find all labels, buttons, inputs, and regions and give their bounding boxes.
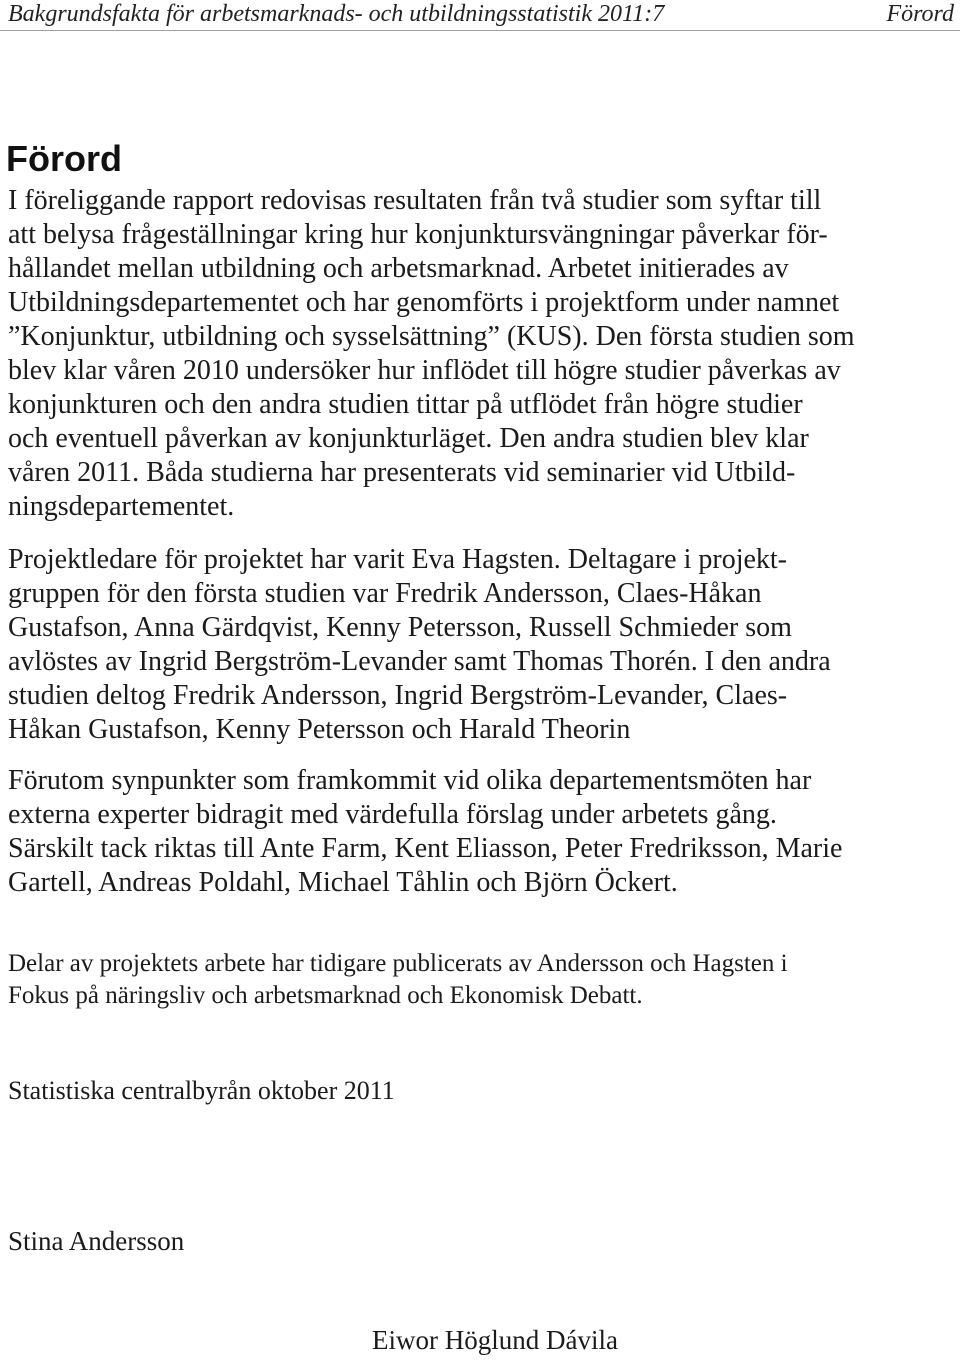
paragraph-line: konjunkturen och den andra studien tittar på utflödet från högre studier (8, 389, 803, 420)
paragraph-line: ”Konjunktur, utbildning och sysselsättning” (KUS). Den första studien som (8, 321, 855, 352)
paragraph-line: våren 2011. Båda studierna har presenterats vid seminarier vid Utbild- (8, 457, 796, 488)
paragraph-line: Gartell, Andreas Poldahl, Michael Tåhlin och Björn Öckert. (8, 867, 678, 898)
paragraph-line: Projektledare för projektet har varit Eva Hagsten. Deltagare i projekt- (8, 544, 788, 575)
paragraph-line: I föreliggande rapport redovisas resultaten från två studier som syftar till (8, 185, 822, 216)
paragraph-project-team (8, 543, 954, 747)
paragraph-line: att belysa frågeställningar kring hur konjunktursvängningar påverkar för- (8, 219, 828, 250)
running-header (0, 0, 960, 31)
paragraph-line: Gustafson, Anna Gärdqvist, Kenny Petersson, Russell Schmieder som (8, 612, 792, 643)
paragraph-line: Håkan Gustafson, Kenny Petersson och Harald Theorin (8, 714, 631, 745)
section-name: Förord (886, 1, 954, 27)
paragraph-intro (8, 184, 954, 524)
signature: Eiwor Höglund Dávila (372, 1325, 618, 1355)
paragraph-line: hållandet mellan utbildning och arbetsmarknad. Arbetet initierades av (8, 253, 789, 284)
paragraph-line: gruppen för den första studien var Fredrik Andersson, Claes-Håkan (8, 578, 762, 609)
note-line: Fokus på näringsliv och arbetsmarknad och Ekonomisk Debatt. (8, 982, 643, 1009)
paragraph-line: blev klar våren 2010 undersöker hur inflödet till högre studier påverkas av (8, 355, 841, 386)
paragraph-line: studien deltog Fredrik Andersson, Ingrid Bergström-Levander, Claes- (8, 680, 788, 711)
page-title: Förord (6, 138, 122, 179)
paragraph-line: Utbildningsdepartementet och har genomförts i projektform under namnet (8, 287, 840, 318)
publication-note (8, 948, 954, 1012)
signature: Stina Andersson (8, 1226, 185, 1256)
paragraph-acknowledgements (8, 764, 954, 900)
paragraph-line: externa experter bidragit med värdefulla förslag under arbetets gång. (8, 799, 777, 830)
paragraph-line: ningsdepartementet. (8, 491, 235, 522)
paragraph-line: och eventuell påverkan av konjunkturläget. Den andra studien blev klar (8, 423, 809, 454)
paragraph-line: Förutom synpunkter som framkommit vid olika departementsmöten har (8, 765, 812, 796)
paragraph-line: avlöstes av Ingrid Bergström-Levander samt Thomas Thorén. I den andra (8, 646, 831, 677)
paragraph-line: Särskilt tack riktas till Ante Farm, Kent Eliasson, Peter Fredriksson, Marie (8, 833, 843, 864)
dateline: Statistiska centralbyrån oktober 2011 (8, 1076, 395, 1105)
publication-title: Bakgrundsfakta för arbetsmarknads- och utbildningsstatistik 2011:7 (8, 1, 665, 27)
note-line: Delar av projektets arbete har tidigare publicerats av Andersson och Hagsten i (8, 950, 788, 977)
